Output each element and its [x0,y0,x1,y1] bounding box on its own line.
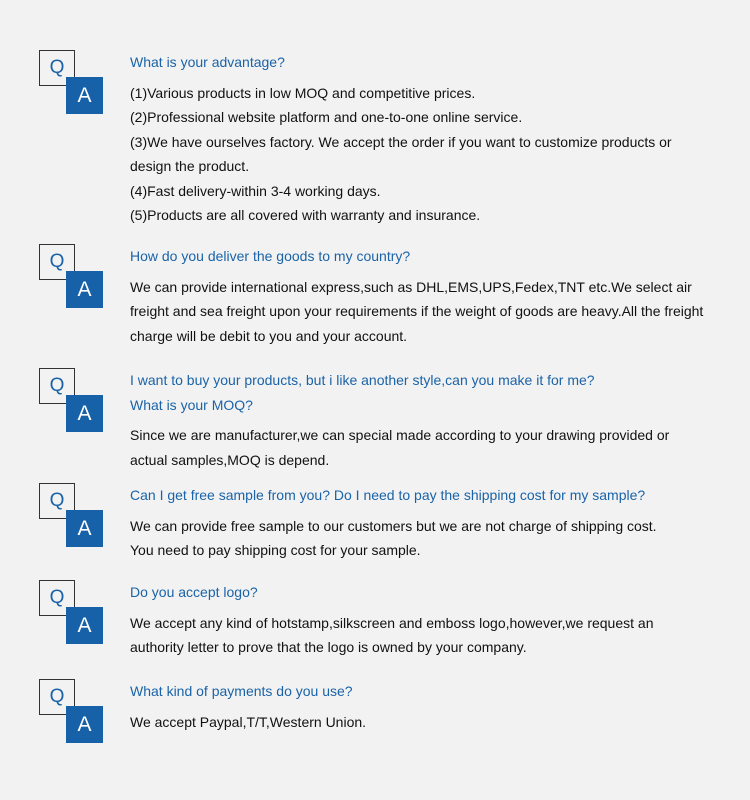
question-line: What is your advantage? [130,54,285,70]
q-badge: Q [39,244,75,280]
question-line: I want to buy your products, but i like another style,can you make it for me? [130,372,595,388]
answer [130,611,730,660]
faq-content [130,580,730,660]
q-badge: Q [39,483,75,519]
answer-line: We accept Paypal,T/T,Western Union. [130,713,367,730]
qa-badge-icon [39,244,105,310]
a-badge: A [66,510,103,547]
question [130,483,730,508]
qa-badge-icon [39,483,105,549]
answer-line: We can provide free sample to our customers but we are not charge of shipping cost. [130,517,657,534]
q-badge: Q [39,580,75,616]
question-line: How do you deliver the goods to my country? [130,248,411,264]
qa-badge-icon [39,368,105,434]
a-badge: A [66,607,103,644]
faq-content [130,679,730,734]
a-badge: A [66,395,103,432]
question [130,244,730,269]
answer-line: Since we are manufacturer,we can special made according to your drawing provided or [130,427,670,443]
qa-badge-icon [39,580,105,646]
answer-line: (3)We have ourselves factory. We accept the order if you want to customize products or [130,133,672,150]
answer-line: authority letter to prove that the logo is owned by your company. [130,639,527,655]
answer-line: (2)Professional website platform and one-to-one online service. [130,109,523,125]
answer [130,710,730,735]
faq-content [130,368,730,472]
q-badge: Q [39,368,75,404]
a-badge: A [66,706,103,743]
qa-badge-icon [39,50,105,116]
answer [130,81,730,228]
a-badge: A [66,271,103,308]
question-line: What is your MOQ? [130,396,253,413]
question [130,368,730,417]
answer-line: (5)Products are all covered with warranty and insurance. [130,207,481,223]
faq-content [130,50,730,228]
qa-badge-icon [39,679,105,745]
answer-line: (1)Various products in low MOQ and competitive prices. [130,84,476,101]
answer-line: charge will be debit to you and your account. [130,327,408,344]
q-badge: Q [39,679,75,715]
answer-line: We can provide international express,such as DHL,EMS,UPS,Fedex,TNT etc.We select air [130,278,692,295]
q-badge: Q [39,50,75,86]
question [130,580,730,605]
answer [130,423,730,472]
answer-line: actual samples,MOQ is depend. [130,451,330,468]
question [130,679,730,704]
faq-content [130,244,730,348]
answer [130,275,730,349]
answer-line: (4)Fast delivery-within 3-4 working days. [130,182,381,199]
answer [130,514,730,563]
answer-line: freight and sea freight upon your requirements if the weight of goods are heavy.All the freight [130,303,704,319]
a-badge: A [66,77,103,114]
answer-line: design the product. [130,158,250,174]
answer-line: We accept any kind of hotstamp,silkscreen and emboss logo,however,we request an [130,614,654,631]
question [130,50,730,75]
question-line: Do you accept logo? [130,584,258,600]
question-line: What kind of payments do you use? [130,683,353,699]
answer-line: You need to pay shipping cost for your sample. [130,542,421,558]
question-line: Can I get free sample from you? Do I need to pay the shipping cost for my sample? [130,487,646,503]
faq-content [130,483,730,563]
